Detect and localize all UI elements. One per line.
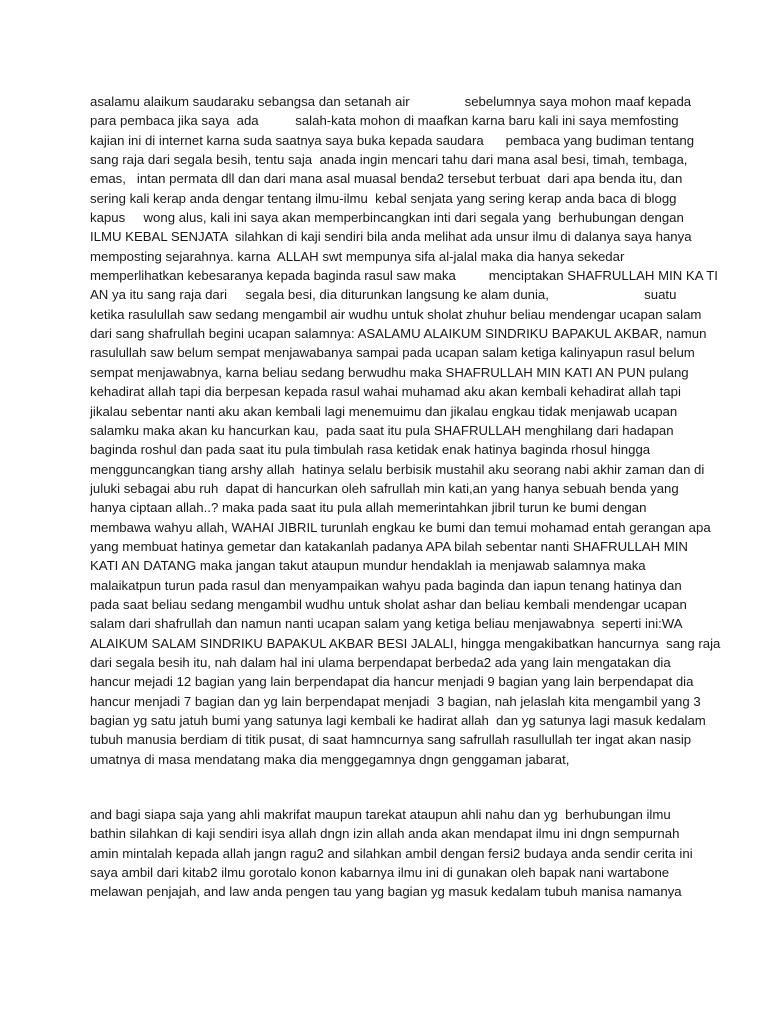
text-line: dari sang shafrullah begini ucapan salamnya: ASALAMU ALAIKUM SINDRIKU BAPAKUL AKBAR, namun bbox=[90, 326, 707, 342]
text-line: umatnya di masa mendatang maka dia menggegamnya dngn genggaman jabarat, bbox=[90, 751, 570, 767]
text-line: jikalau sebentar nanti aku akan kembali lagi menemuimu dan jikalau engkau tidak menjawab ucapan bbox=[90, 403, 678, 419]
text-line: kehadirat allah tapi dia berpesan kepada rasul wahai muhamad aku akan kembali kehadirat allah tapi bbox=[90, 384, 681, 400]
paragraph-2 bbox=[90, 805, 693, 902]
text-line: membawa wahyu allah, WAHAI JIBRIL turunlah engkau ke bumi dan temui mohamad entah gerangan apa bbox=[90, 519, 711, 535]
text-line: sempat menjawabnya, karna beliau sedang berwudhu maka SHAFRULLAH MIN KATI AN PUN pulang bbox=[90, 364, 689, 380]
text-line: juluki sebagai abu ruh dapat di hancurkan oleh safrullah min kati,an yang hanya sebuah benda yang bbox=[90, 480, 679, 496]
text-line: ILMU KEBAL SENJATA silahkan di kaji sendiri bila anda melihat ada unsur ilmu di dalanya saya hanya bbox=[90, 229, 692, 245]
text-line: hanya ciptaan allah..? maka pada saat itu pula allah memerintahkan jibril turun ke bumi dengan bbox=[90, 500, 647, 516]
text-line: yang membuat hatinya gemetar dan katakanlah padanya APA bilah sebentar nanti SHAFRULLAH MIN bbox=[90, 538, 688, 554]
text-line: dari segala besih itu, nah dalam hal ini ulama berpendapat berbeda2 ada yang lain mengatakan dia bbox=[90, 654, 671, 670]
text-line: bagian yg satu jatuh bumi yang satunya lagi kembali ke hadirat allah dan yg satunya lagi masuk kedalam bbox=[90, 713, 706, 728]
text-line: KATI AN DATANG maka jangan takut ataupun mundur hendaklah ia menjawab salamnya maka bbox=[90, 558, 646, 574]
text-line: mengguncangkan tiang arshy allah hatinya selalu berbisik mustahil aku seorang nabi akhir zaman dan di bbox=[90, 461, 705, 477]
text-line: emas, intan permata dll dan dari mana asal muasal benda2 tersebut terbuat dari apa benda itu, dan bbox=[90, 171, 683, 187]
text-line: baginda roshul dan pada saat itu pula timbulah rasa ketidak enak hatinya baginda rhosul hingga bbox=[90, 442, 651, 458]
text-line: salam dari shafrullah dan namun nanti ucapan salam yang ketiga beliau menjawabnya seperti ini:WA bbox=[90, 616, 683, 632]
text-line: kajian ini di internet karna suda saatnya saya buka kepada saudara pembaca yang budiman tentang bbox=[90, 132, 695, 148]
text-line: melawan penjajah, and law anda pengen tau yang bagian yg masuk kedalam tubuh manisa namanya bbox=[90, 884, 682, 900]
text-line: tubuh manusia berdiam di titik pusat, di saat hamncurnya sang safrullah rasullullah ter ingat akan nasip bbox=[90, 732, 692, 748]
text-line: hancur menjadi 7 bagian dan yg lain berpendapat menjadi 3 bagian, nah jelaslah kita mengambil yang 3 bbox=[90, 693, 701, 709]
text-line: salamku maka akan ku hancurkan kau, pada saat itu pula SHAFRULLAH menghilang dari hadapan bbox=[90, 422, 674, 438]
text-line: kapus wong alus, kali ini saya akan memperbincangkan inti dari segala yang berhubungan dengan bbox=[90, 210, 684, 226]
text-line: ALAIKUM SALAM SINDRIKU BAPAKUL AKBAR BESI JALALI, hingga mengakibatkan hancurnya sang raja bbox=[90, 635, 721, 651]
text-line: and bagi siapa saja yang ahli makrifat maupun tarekat ataupun ahli nahu dan yg berhubungan ilmu bbox=[90, 807, 671, 822]
text-line: pada saat beliau sedang mengambil wudhu untuk sholat ashar dan beliau kembali mendengar ucapan bbox=[90, 596, 687, 612]
text-line: para pembaca jika saya ada salah-kata mohon di maafkan karna baru kali ini saya memfosting bbox=[90, 113, 679, 129]
text-line: sering kali kerap anda dengar tentang ilmu-ilmu kebal senjata yang sering kerap anda baca di blogg bbox=[90, 190, 677, 206]
text-line: rasulullah saw belum sempat menjawabanya sampai pada ucapan salam ketiga kalinyapun rasul belum bbox=[90, 345, 695, 361]
text-line: malaikatpun turun pada rasul dan menyampaikan wahyu pada baginda dan iapun tenang hatinya dan bbox=[90, 577, 682, 593]
text-line: AN ya itu sang raja dari segala besi, dia diturunkan langsung ke alam dunia, suatu bbox=[90, 287, 677, 303]
text-line: memperlihatkan kebesaranya kepada baginda rasul saw maka menciptakan SHAFRULLAH MIN KA TI bbox=[90, 268, 718, 284]
text-line: ketika rasulullah saw sedang mengambil air wudhu untuk sholat zhuhur beliau mendengar ucapan salam bbox=[90, 306, 702, 322]
paragraph-1 bbox=[90, 92, 721, 769]
text-line: amin mintalah kepada allah jangn ragu2 and silahkan ambil dengan fersi2 budaya anda sendir cerita ini bbox=[90, 845, 693, 861]
text-line: sang raja dari segala besih, tentu saja anada ingin mencari tahu dari mana asal besi, timah, tembaga, bbox=[90, 152, 688, 168]
text-line: bathin silahkan di kaji sendiri isya allah dngn izin allah anda akan mendapat ilmu ini dngn sempurnah bbox=[90, 826, 680, 842]
text-line: memposting sejarahnya. karna ALLAH swt mempunya sifa al-jalal maka dia hanya sekedar bbox=[90, 248, 625, 264]
text-line: hancur mejadi 12 bagian yang lain berpendapat dia hancur menjadi 9 bagian yang lain berpendapat dia bbox=[90, 674, 694, 690]
text-line: saya ambil dari kitab2 ilmu gorotalo konon kabarnya ilmu ini di gunakan oleh bapak nani wartabone bbox=[90, 865, 670, 881]
text-line: asalamu alaikum saudaraku sebangsa dan setanah air sebelumnya saya mohon maaf kepada bbox=[90, 94, 692, 109]
